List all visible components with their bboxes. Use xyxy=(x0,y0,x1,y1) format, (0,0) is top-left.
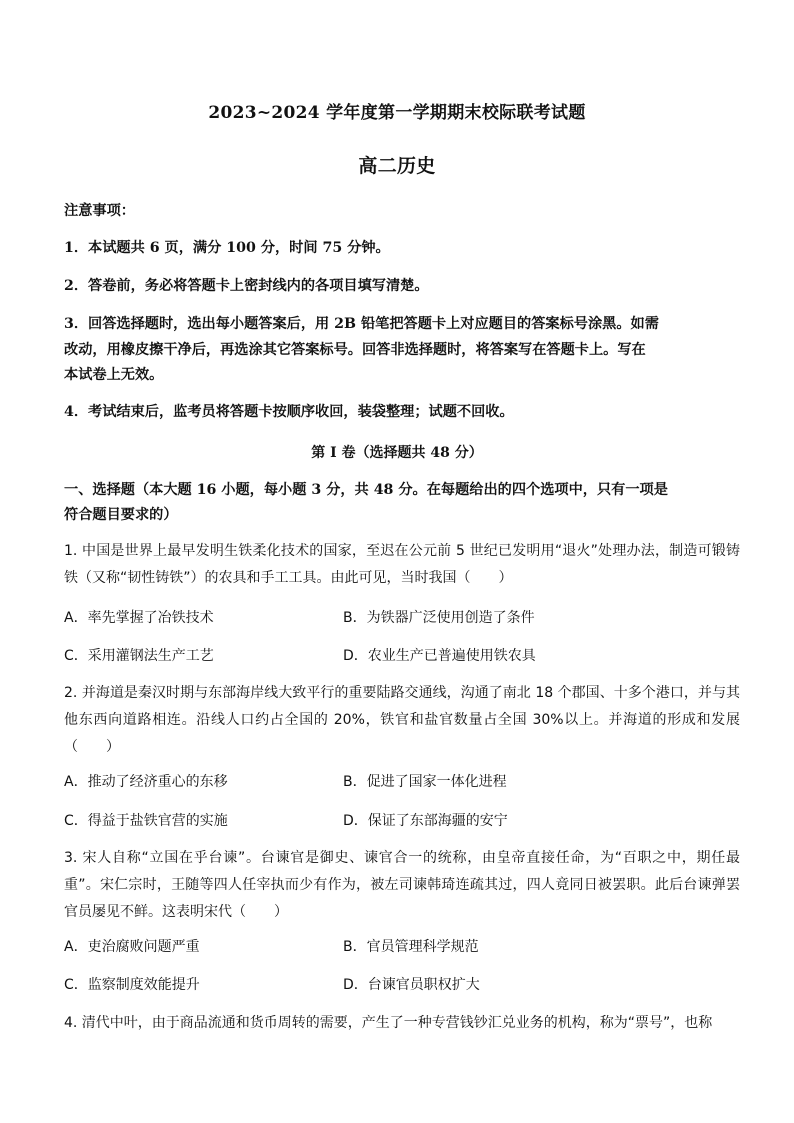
question-1-option-b: B．为铁器广泛使用创造了条件 xyxy=(343,610,535,626)
question-1-option-a: A．率先掌握了冶铁技术 xyxy=(64,610,214,626)
section-heading-line-1: 一、选择题（本大题 16 小题，每小题 3 分，共 48 分。在每题给出的四个选项中，只有一项是 xyxy=(64,482,668,498)
question-2-option-a: A．推动了经济重心的东移 xyxy=(64,774,228,790)
notice-heading: 注意事项： xyxy=(64,203,135,219)
question-2-stem: 2. 并海道是秦汉时期与东部海岸线大致平行的重要陆路交通线，沟通了南北 18 个郡国、十多个港口，并与其他东西向道路相连。沿线人口约占全国的 20%，铁官和盐官数量占全国 30%以上。并海道的形成和发展（ ） xyxy=(64,685,740,755)
question-2-option-d: D．保证了东部海疆的安宁 xyxy=(343,813,508,829)
question-1-option-d: D．农业生产已普遍使用铁农具 xyxy=(343,648,536,664)
section-heading-line-2: 符合题目要求的） xyxy=(64,507,178,523)
exam-subject: 高二历史 xyxy=(358,155,436,177)
question-3-option-b: B．官员管理科学规范 xyxy=(343,939,479,955)
question-4-stem: 4. 清代中叶，由于商品流通和货币周转的需要，产生了一种专营钱钞汇兑业务的机构，称为“票号”，也称 xyxy=(64,1015,713,1031)
notice-item-2: 2．答卷前，务必将答题卡上密封线内的各项目填写清楚。 xyxy=(64,278,429,294)
question-2-option-c: C．得益于盐铁官营的实施 xyxy=(64,813,228,829)
notice-item-3-line-3: 本试卷上无效。 xyxy=(64,367,164,383)
question-1-stem: 1. 中国是世界上最早发明生铁柔化技术的国家，至迟在公元前 5 世纪已发明用“退火”处理办法，制造可锻铸铁（又称“韧性铸铁”）的农具和手工工具。由此可见，当时我国（ ） xyxy=(64,543,740,586)
part-one-heading: 第 I 卷（选择题共 48 分） xyxy=(311,445,483,461)
question-3-option-d: D．台谏官员职权扩大 xyxy=(343,977,480,993)
question-3-option-c: C．监察制度效能提升 xyxy=(64,977,200,993)
notice-item-3-line-1: 3．回答选择题时，选出每小题答案后，用 2B 铅笔把答题卡上对应题目的答案标号涂黑。如需 xyxy=(64,316,659,332)
question-3-stem: 3. 宋人自称“立国在乎台谏”。台谏官是御史、谏官合一的统称，由皇帝直接任命，为“百职之中，期任最重”。宋仁宗时，王随等四人任宰执而少有作为，被左司谏韩琦连疏其过，四人竟同日被罢职。此后台谏弹罢官员屡见不鲜。这表明宋代（ ） xyxy=(64,850,740,920)
question-3-option-a: A．吏治腐败问题严重 xyxy=(64,939,200,955)
question-2-option-b: B．促进了国家一体化进程 xyxy=(343,774,507,790)
notice-item-4: 4．考试结束后，监考员将答题卡按顺序收回，装袋整理；试题不回收。 xyxy=(64,404,514,420)
question-1-option-c: C．采用灌钢法生产工艺 xyxy=(64,648,214,664)
exam-title: 2023~2024 学年度第一学期期末校际联考试题 xyxy=(208,103,586,123)
notice-item-3-line-2: 改动，用橡皮擦干净后，再选涂其它答案标号。回答非选择题时，将答案写在答题卡上。写在 xyxy=(64,342,646,358)
notice-item-1: 1．本试题共 6 页，满分 100 分，时间 75 分钟。 xyxy=(64,240,390,256)
